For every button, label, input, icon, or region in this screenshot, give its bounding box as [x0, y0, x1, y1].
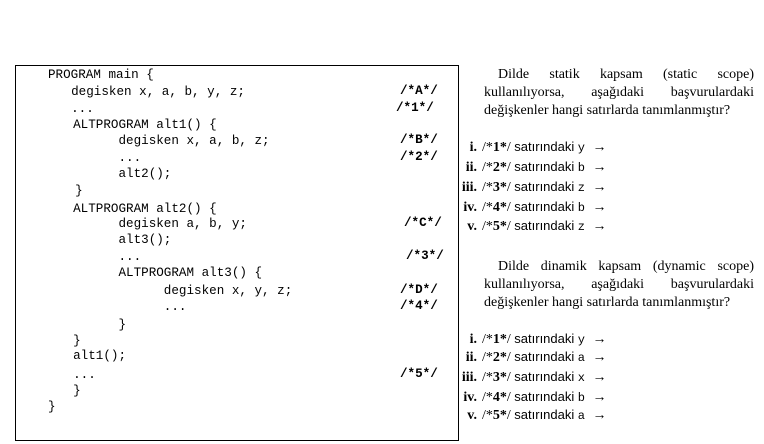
code-listing-box [15, 65, 459, 441]
variable-name: b [577, 201, 585, 215]
line-text: satırındaki [514, 389, 575, 404]
code-line: ... [58, 250, 142, 264]
line-text: satırındaki [514, 331, 575, 346]
line-marker: /*3*/ [482, 370, 511, 385]
code-marker-1: /*1*/ [396, 101, 434, 115]
variable-name: z [577, 181, 585, 195]
code-marker-b: /*B*/ [400, 133, 438, 147]
code-line: degisken x, a, b, z; [58, 134, 270, 148]
line-text: satırındaki [514, 199, 575, 214]
line-marker: /*5*/ [482, 408, 511, 423]
line-marker: /*3*/ [482, 180, 511, 195]
code-line: ... [56, 102, 94, 116]
code-line: } [48, 400, 56, 414]
dynamic-question-item [455, 406, 606, 425]
code-line: degisken a, b, y; [58, 217, 247, 231]
code-line: ALTPROGRAM alt1() { [58, 118, 217, 132]
static-question-item [455, 158, 606, 177]
dynamic-scope-question: Dilde dinamik kapsam (dynamic scope) kullanılıyorsa, aşağıdaki başvurulardaki değişkenler hangi satırlarda tanımlanmıştır? [484, 259, 754, 310]
dynamic-question-item [455, 368, 606, 387]
arrow-icon: → [592, 408, 607, 423]
arrow-icon: → [592, 200, 607, 215]
static-question-item [455, 178, 606, 197]
arrow-icon: → [592, 180, 607, 195]
code-line: alt2(); [58, 167, 172, 181]
static-question-item [455, 198, 606, 217]
code-line: alt3(); [58, 233, 172, 247]
code-line: } [58, 318, 127, 332]
variable-name: a [577, 351, 585, 365]
variable-name: y [577, 141, 585, 155]
static-question-item [455, 138, 606, 157]
line-text: satırındaki [514, 407, 575, 422]
code-line: degisken x, a, b, y, z; [56, 85, 245, 99]
variable-name: b [577, 161, 585, 175]
code-line: ... [58, 151, 142, 165]
variable-name: y [577, 333, 585, 347]
line-marker: /*1*/ [482, 140, 511, 155]
code-marker-3: /*3*/ [406, 249, 444, 263]
code-line: PROGRAM main { [48, 68, 154, 82]
variable-name: x [577, 371, 585, 385]
variable-name: b [577, 391, 585, 405]
line-marker: /*5*/ [482, 219, 511, 234]
static-question-item [455, 217, 606, 236]
dynamic-question-item [455, 330, 606, 349]
line-text: satırındaki [514, 218, 575, 233]
arrow-icon: → [592, 160, 607, 175]
static-scope-question: Dilde statik kapsam (static scope) kullanılıyorsa, aşağıdaki başvurulardaki değişkenler hangi satırlarda tanımlanmıştır? [484, 67, 754, 118]
arrow-icon: → [592, 350, 607, 365]
line-text: satırındaki [514, 139, 575, 154]
arrow-icon: → [592, 390, 607, 405]
code-line: } [58, 334, 81, 348]
code-marker-5: /*5*/ [400, 367, 438, 381]
dynamic-question-item [455, 348, 606, 367]
arrow-icon: → [592, 219, 607, 234]
line-marker: /*2*/ [482, 160, 511, 175]
item-number: iii. [461, 370, 477, 385]
code-marker-c: /*C*/ [404, 216, 442, 230]
item-number: i. [469, 332, 477, 347]
code-marker-2: /*2*/ [400, 150, 438, 164]
item-number: ii. [465, 350, 477, 365]
code-line: alt1(); [58, 349, 127, 363]
line-marker: /*4*/ [482, 390, 511, 405]
variable-name: z [577, 220, 585, 234]
line-text: satırındaki [514, 159, 575, 174]
arrow-icon: → [592, 332, 607, 347]
code-line: ALTPROGRAM alt3() { [58, 266, 263, 280]
line-marker: /*4*/ [482, 200, 511, 215]
item-number: i. [469, 140, 477, 155]
code-line: ALTPROGRAM alt2() { [58, 202, 217, 216]
line-text: satırındaki [514, 369, 575, 384]
code-marker-d: /*D*/ [400, 283, 438, 297]
item-number: ii. [465, 160, 477, 175]
arrow-icon: → [592, 140, 607, 155]
item-number: iv. [463, 200, 477, 215]
item-number: v. [467, 219, 477, 234]
line-text: satırındaki [514, 179, 575, 194]
line-marker: /*1*/ [482, 332, 511, 347]
code-line: } [58, 384, 81, 398]
variable-name: a [577, 409, 585, 423]
code-line: } [60, 184, 83, 198]
code-marker-4: /*4*/ [400, 299, 438, 313]
code-line: degisken x, y, z; [58, 284, 293, 298]
item-number: iv. [463, 390, 477, 405]
dynamic-question-item [455, 388, 606, 407]
code-line: ... [58, 300, 187, 314]
line-marker: /*2*/ [482, 350, 511, 365]
arrow-icon: → [592, 370, 607, 385]
line-text: satırındaki [514, 349, 575, 364]
item-number: iii. [461, 180, 477, 195]
item-number: v. [467, 408, 477, 423]
code-line: ... [58, 368, 96, 382]
code-marker-a: /*A*/ [400, 84, 438, 98]
